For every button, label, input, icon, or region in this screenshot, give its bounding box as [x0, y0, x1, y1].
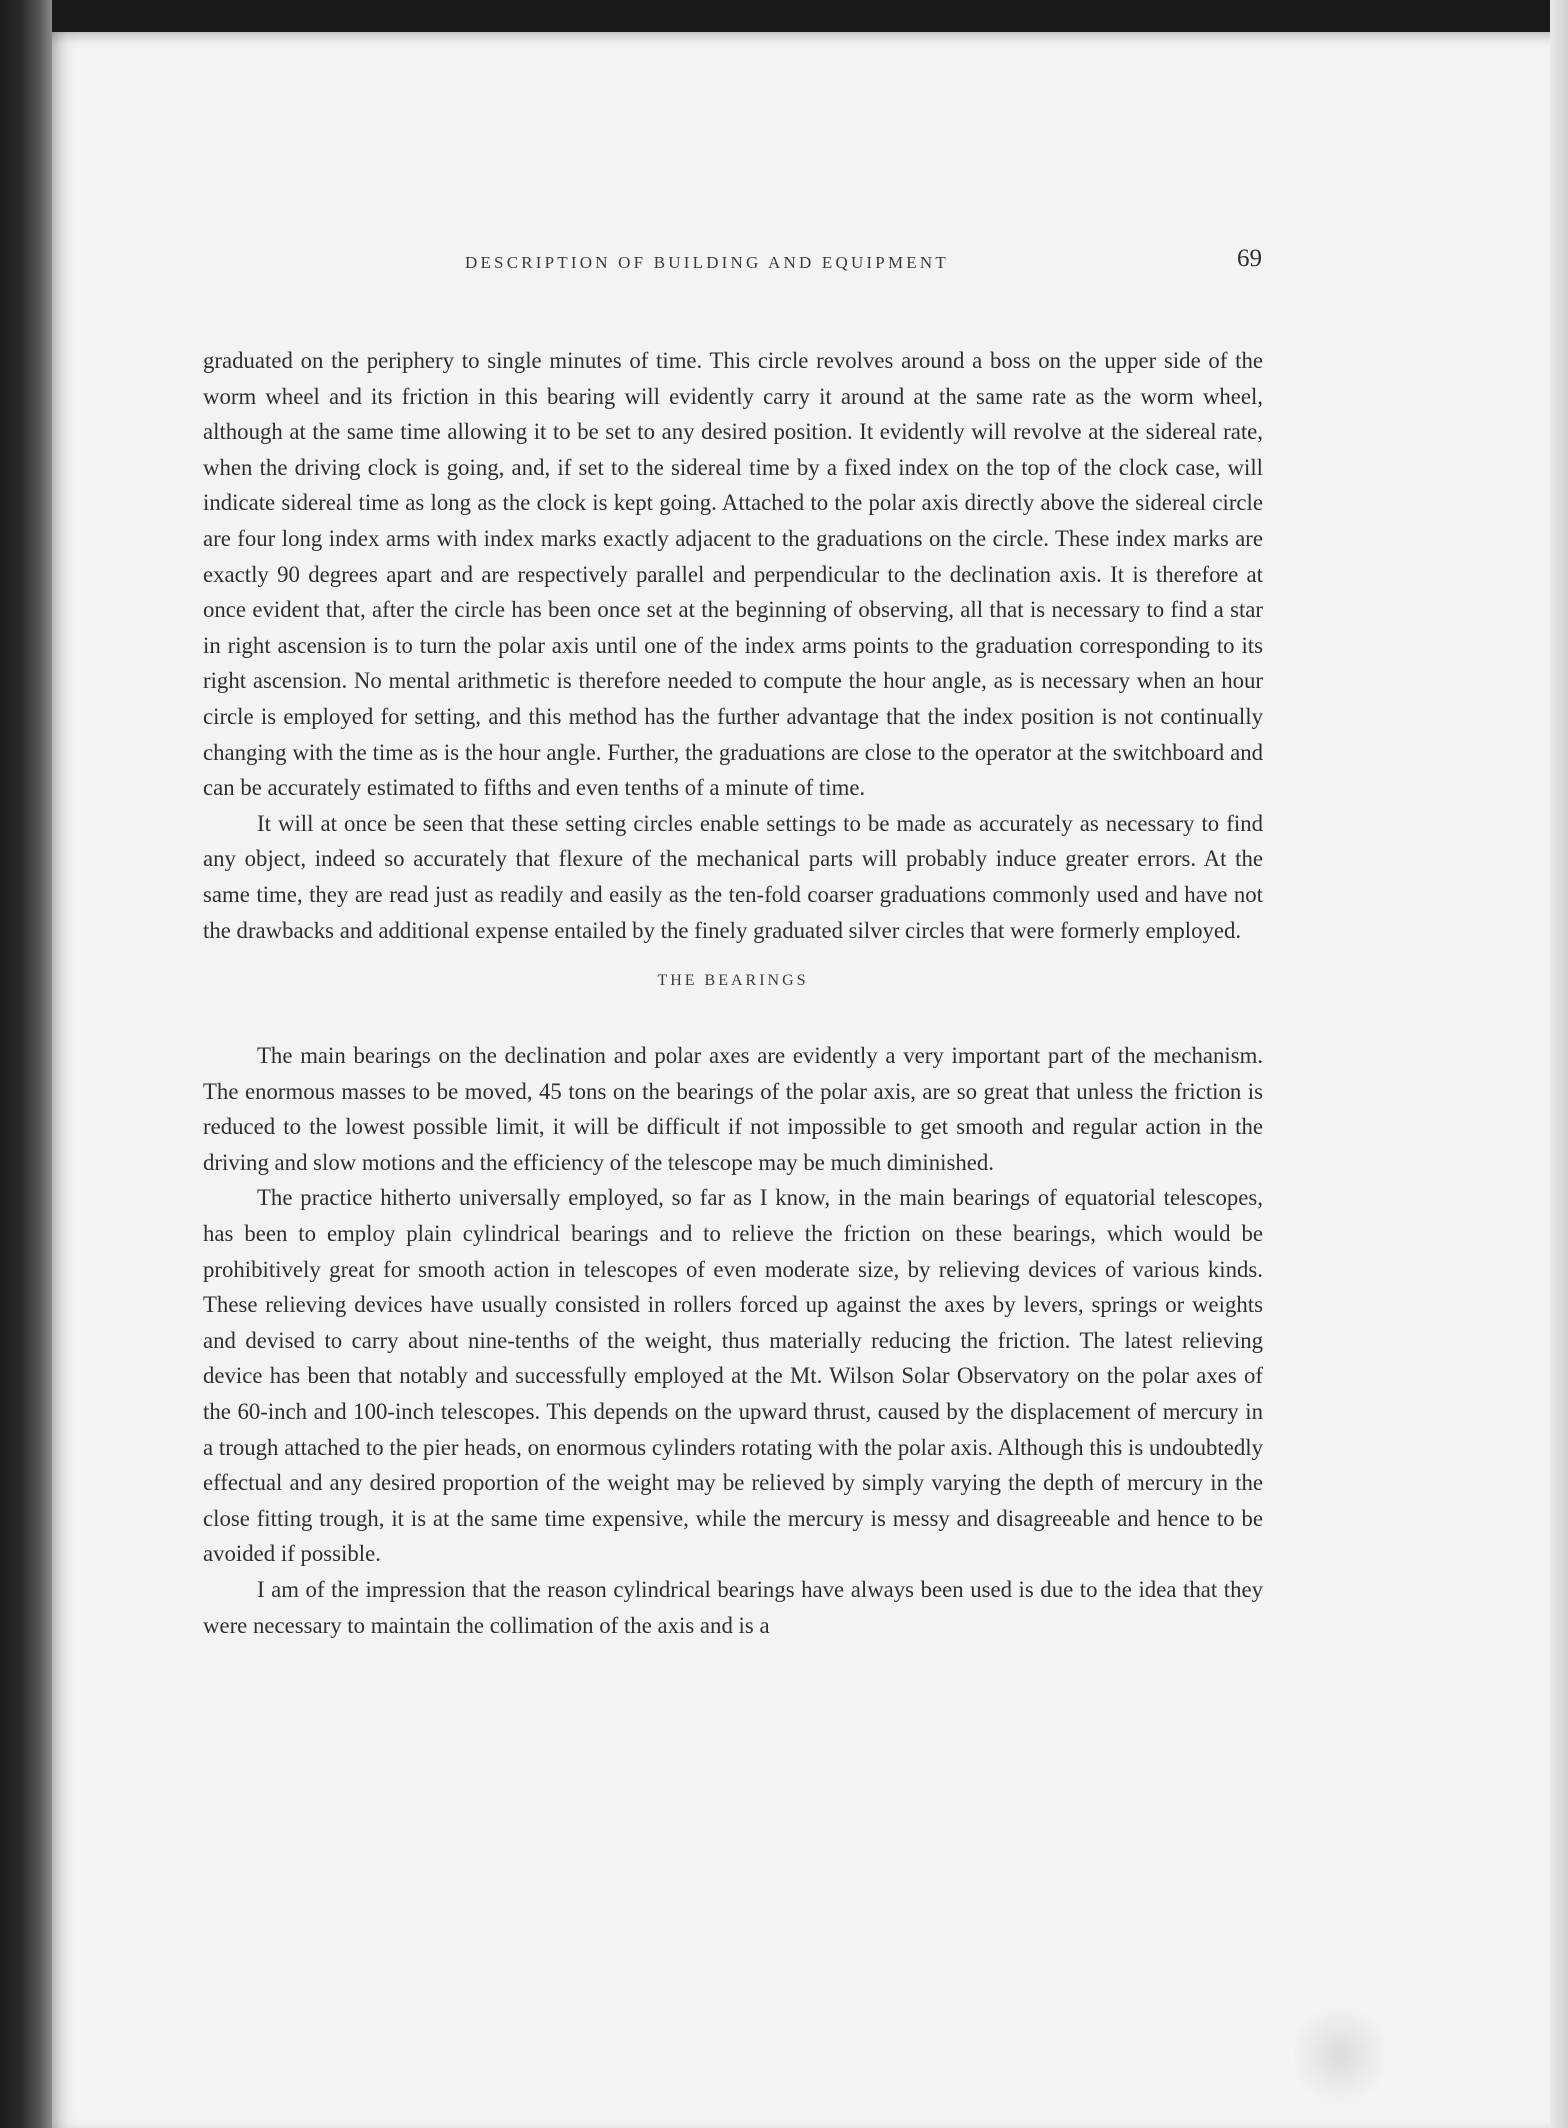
scan-left-border [0, 0, 52, 2128]
paragraph-5: I am of the impression that the reason cylindrical bearings have always been used is due to the idea that they were necessary to maintain the collimation of the axis and is a [203, 1577, 1263, 1638]
running-head-title: DESCRIPTION OF BUILDING AND EQUIPMENT [465, 253, 949, 272]
page-text-block [203, 245, 1263, 1643]
page-number: 69 [1237, 245, 1262, 272]
running-head [203, 245, 1263, 291]
paper-stain [1295, 2000, 1385, 2110]
paragraph-2: It will at once be seen that these setting circles enable settings to be made as accurately as necessary to find any object, indeed so accurately that flexure of the mechanical parts will probably induce greater errors. At the same time, they are read just as readily and easily as the ten-fold coarser graduations commonly used and have not the drawbacks and additional expense entailed by the finely graduated silver circles that were formerly employed. [203, 810, 1263, 943]
paragraph-3: The main bearings on the declination and polar axes are evidently a very important part of the mechanism. The enormous masses to be moved, 45 tons on the bearings of the polar axis, are so great that unless the friction is reduced to the lowest possible limit, it will be difficult if not impossible to get smooth and regular action in the driving and slow motions and the efficiency of the telescope may be much diminished. [203, 1043, 1263, 1175]
paragraph-4: The practice hitherto universally employed, so far as I know, in the main bearings of equatorial telescopes, has been to employ plain cylindrical bearings and to relieve the friction on these bearings, which would be prohibitively great for smooth action in telescopes of even moderate size, by relieving devices of various kinds. These relieving devices have usually consisted in rollers forced up against the axes by levers, springs or weights and devised to carry about nine-tenths of the weight, thus materially reducing the friction. The latest relieving device has been that notably and successfully employed at the Mt. Wilson Solar Observatory on the polar axes of the 60-inch and 100-inch telescopes. This depends on the upward thrust, caused by the displacement of mercury in a trough attached to the pier heads, on enormous cylinders rotating with the polar axis. Although this is undoubtedly effectual and any desired proportion of the weight may be relieved by simply varying the depth of mercury in the close fitting trough, it is at the same time expensive, while the mercury is messy and disagreeable and hence to be avoided if possible. [203, 1185, 1263, 1567]
paragraph-1: graduated on the periphery to single minutes of time. This circle revolves around a boss on the upper side of the worm wheel and its friction in this bearing will evidently carry it around at the same rate as the worm wheel, although at the same time allowing it to be set to any desired position. It evidently will revolve at the sidereal rate, when the driving clock is going, and, if set to the sidereal time by a fixed index on the top of the clock case, will indicate sidereal time as long as the clock is kept going. Attached to the polar axis directly above the sidereal circle are four long index arms with index marks exactly adjacent to the graduations on the circle. These index marks are exactly 90 degrees apart and are respectively parallel and perpendicular to the declination axis. It is therefore at once evident that, after the circle has been once set at the beginning of observing, all that is necessary to find a star in right ascension is to turn the polar axis until one of the index arms points to the graduation corresponding to its right ascension. No mental arithmetic is therefore needed to compute the hour angle, as is necessary when an hour circle is employed for setting, and this method has the further advantage that the index position is not continually changing with the time as is the hour angle. Further, the graduations are close to the operator at the switchboard and can be accurately estimated to fifths and even tenths of a minute of time. [203, 348, 1263, 801]
section-heading: THE BEARINGS [657, 972, 809, 990]
scan-right-edge [1550, 0, 1568, 2128]
